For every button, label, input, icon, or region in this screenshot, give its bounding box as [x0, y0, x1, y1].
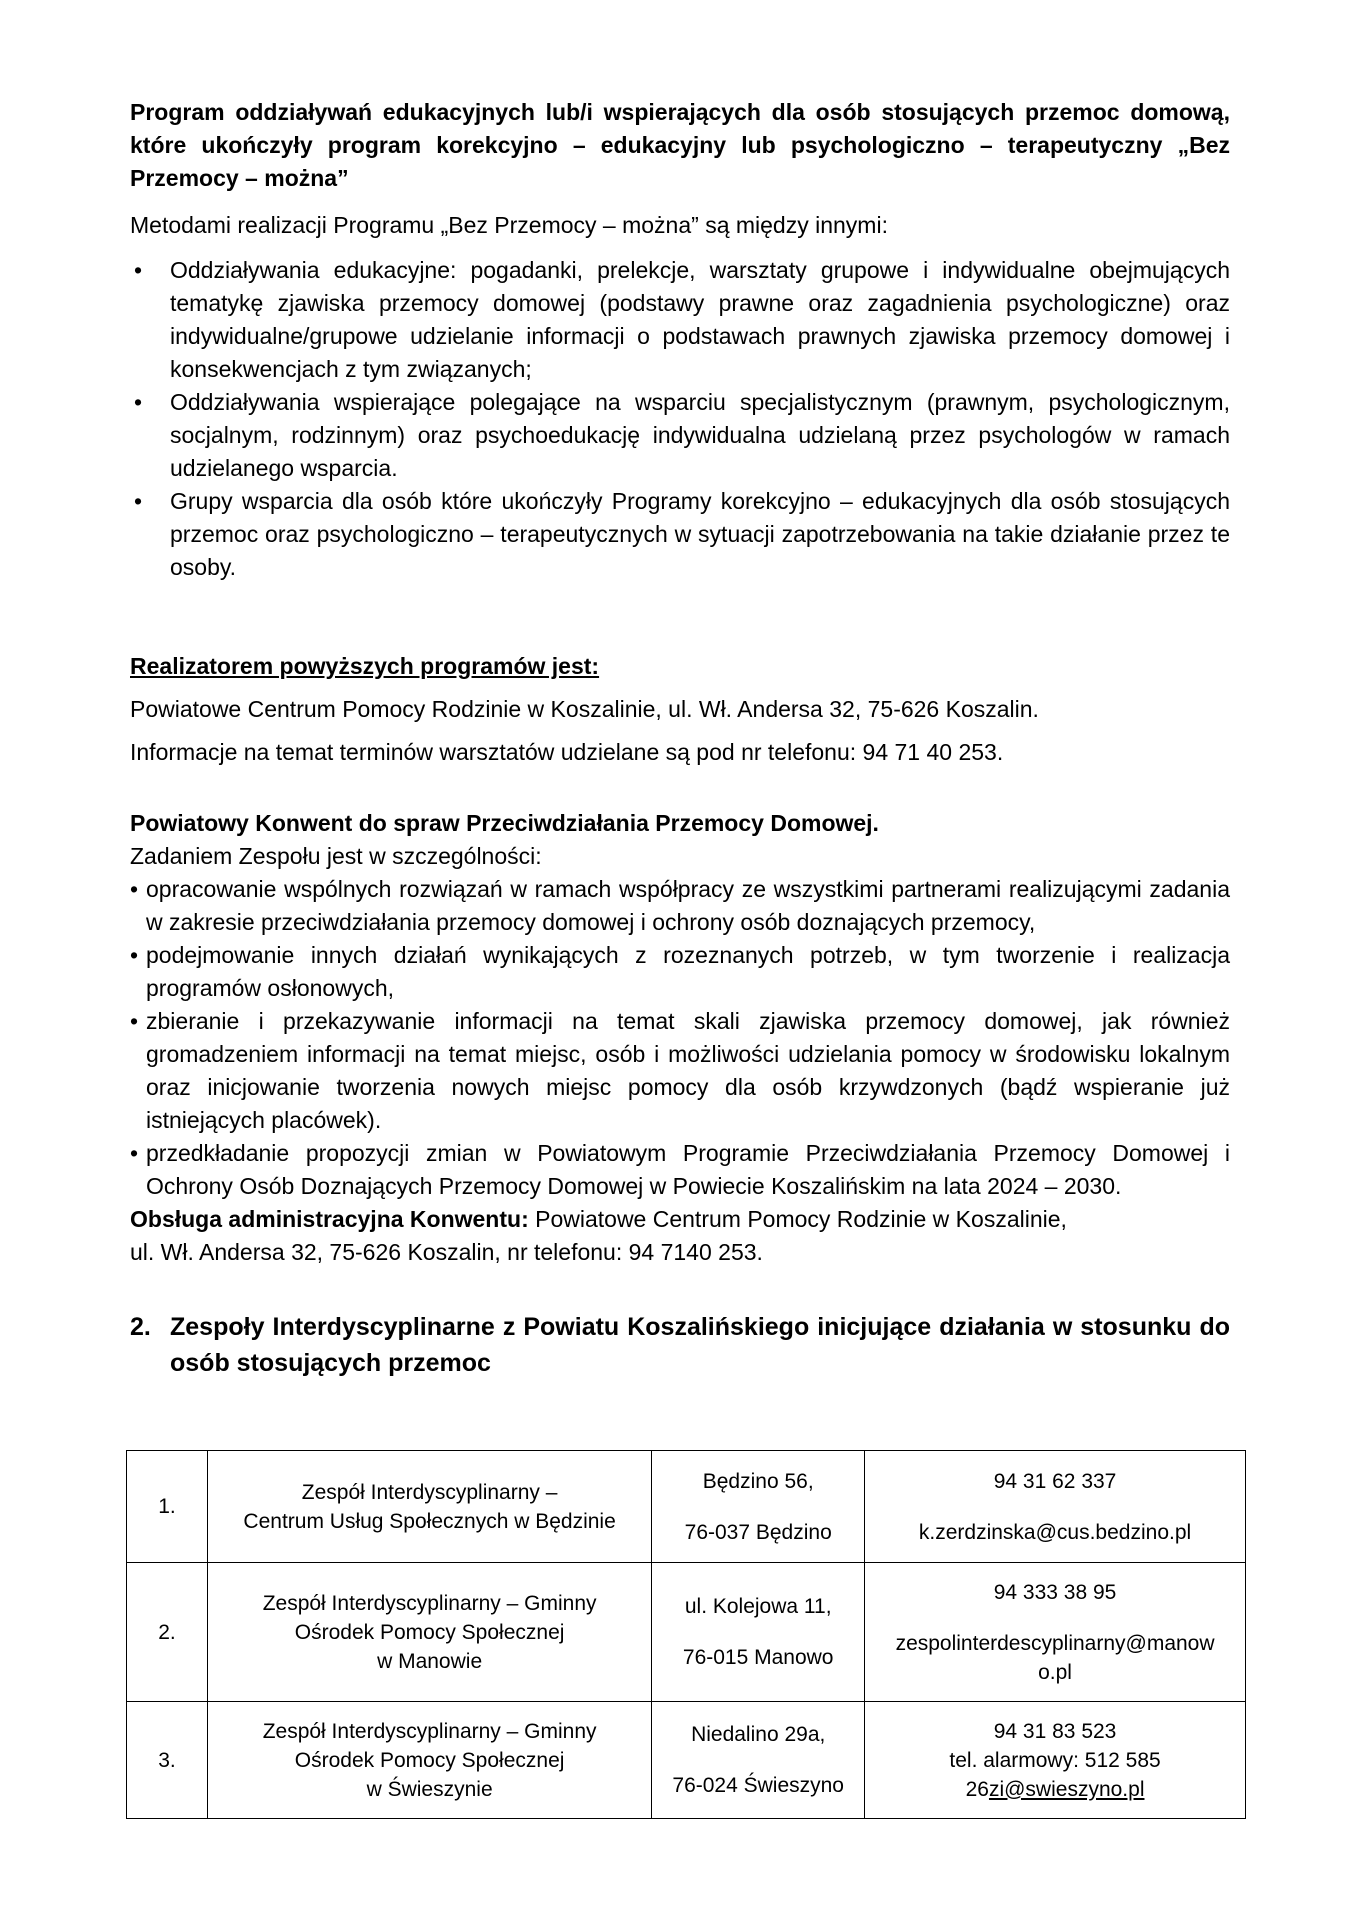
convent-tasks-list: [130, 873, 1230, 1203]
team-name: Zespół Interdyscyplinarny – Gminny Ośrodek Pomocy Społecznej w Świeszynie: [207, 1702, 651, 1819]
list-item: • Oddziaływania wspierające polegające na wsparciu specjalistycznym (prawnym, psychologicznym, socjalnym, rodzinnym) oraz psychoedukację indywidualna udzielaną przez psychologów w ramach udzielanego wsparcia.: [130, 386, 1230, 485]
team-phone: 94 31 62 337: [993, 1469, 1117, 1493]
table-row: [127, 1563, 1246, 1702]
teams-table: [126, 1450, 1246, 1819]
team-number: 1.: [127, 1451, 208, 1563]
implementer-info: Informacje na temat terminów warsztatów udzielane są pod nr telefonu: 94 71 40 253.: [130, 739, 1004, 765]
team-phone: 94 31 83 523: [993, 1719, 1117, 1743]
team-email: k.zerdzinska@cus.bedzino.pl: [918, 1520, 1192, 1544]
convent-tasks-intro: Zadaniem Zespołu jest w szczególności:: [130, 843, 542, 869]
team-phone: 94 333 38 95: [993, 1580, 1117, 1604]
implementer-heading: Realizatorem powyższych programów jest:: [130, 653, 600, 679]
team-address: Będzino 56, 76-037 Będzino: [652, 1451, 865, 1563]
section-number: 2.: [130, 1313, 151, 1341]
list-item: • Oddziaływania edukacyjne: pogadanki, prelekcje, warsztaty grupowe i indywidualne obejmujących tematykę zjawiska przemocy domowej (podstawy prawne oraz zagadnienia psychologiczne) oraz indywidualne/grupowe udzielanie informacji o podstawach prawnych zjawiska przemocy domowej i konsekwencjach z tym związanych;: [130, 254, 1230, 386]
implementer-address: Powiatowe Centrum Pomocy Rodzinie w Koszalinie, ul. Wł. Andersa 32, 75-626 Koszalin.: [130, 696, 1039, 722]
team-number: 2.: [127, 1563, 208, 1702]
convent-admin-address: ul. Wł. Andersa 32, 75-626 Koszalin, nr telefonu: 94 7140 253.: [130, 1239, 763, 1265]
section-title: Zespoły Interdyscyplinarne z Powiatu Koszalińskiego inicjujące działania w stosunku do osób stosujących przemoc: [170, 1313, 1230, 1377]
team-alarm-phone: tel. alarmowy: 512 585: [949, 1748, 1161, 1772]
team-contact: [865, 1563, 1246, 1702]
section-2-heading: [130, 1309, 1230, 1381]
list-item: • podejmowanie innych działań wynikających z rozeznanych potrzeb, w tym tworzenie i realizacja programów osłonowych,: [130, 939, 1230, 1005]
convent-admin-text: Powiatowe Centrum Pomocy Rodzinie w Koszalinie,: [528, 1206, 1067, 1232]
program-intro: Metodami realizacji Programu „Bez Przemocy – można” są między innymi:: [130, 212, 888, 238]
convent-admin-label: Obsługa administracyjna Konwentu:: [130, 1206, 529, 1232]
team-contact: [865, 1702, 1246, 1819]
convent-heading: Powiatowy Konwent do spraw Przeciwdziałania Przemocy Domowej.: [130, 810, 879, 836]
team-address: Niedalino 29a, 76-024 Świeszyno: [652, 1702, 865, 1819]
table-row: [127, 1451, 1246, 1563]
list-item: • Grupy wsparcia dla osób które ukończyły Programy korekcyjno – edukacyjnych dla osób stosujących przemoc oraz psychologiczno – terapeutycznych w sytuacji zapotrzebowania na takie działanie przez te osoby.: [130, 485, 1230, 584]
team-email: zespolinterdescyplinarny@manow: [895, 1631, 1215, 1655]
document-content: [130, 96, 1230, 1381]
team-email-cont: o.pl: [1038, 1660, 1072, 1684]
team-email: 26zi@swieszyno.pl: [965, 1777, 1145, 1801]
team-number: 3.: [127, 1702, 208, 1819]
list-item: • przedkładanie propozycji zmian w Powiatowym Programie Przeciwdziałania Przemocy Domowej i Ochrony Osób Doznających Przemocy Domowej w Powiecie Koszalińskim na lata 2024 – 2030.: [130, 1137, 1230, 1203]
convent-admin: [130, 1203, 1230, 1236]
list-item: • opracowanie wspólnych rozwiązań w ramach współpracy ze wszystkimi partnerami realizującymi zadania w zakresie przeciwdziałania przemocy domowej i ochrony osób doznających przemocy,: [130, 873, 1230, 939]
team-name: Zespół Interdyscyplinarny – Centrum Usług Społecznych w Będzinie: [207, 1451, 651, 1563]
team-address: ul. Kolejowa 11, 76-015 Manowo: [652, 1563, 865, 1702]
team-name: Zespół Interdyscyplinarny – Gminny Ośrodek Pomocy Społecznej w Manowie: [207, 1563, 651, 1702]
program-methods-list: [130, 254, 1230, 584]
program-title: Program oddziaływań edukacyjnych lub/i wspierających dla osób stosujących przemoc domową, które ukończyły program korekcyjno – edukacyjny lub psychologiczno – terapeutyczny „Bez Przemocy – można”: [130, 99, 1230, 191]
list-item: • zbieranie i przekazywanie informacji na temat skali zjawiska przemocy domowej, jak również gromadzeniem informacji na temat miejsc, osób i możliwości udzielania pomocy w środowisku lokalnym oraz inicjowanie tworzenia nowych miejsc pomocy dla osób krzywdzonych (bądź wspieranie już istniejących placówek).: [130, 1005, 1230, 1137]
team-contact: [865, 1451, 1246, 1563]
team-email-link[interactable]: zi@swieszyno.pl: [988, 1777, 1145, 1801]
table-row: [127, 1702, 1246, 1819]
